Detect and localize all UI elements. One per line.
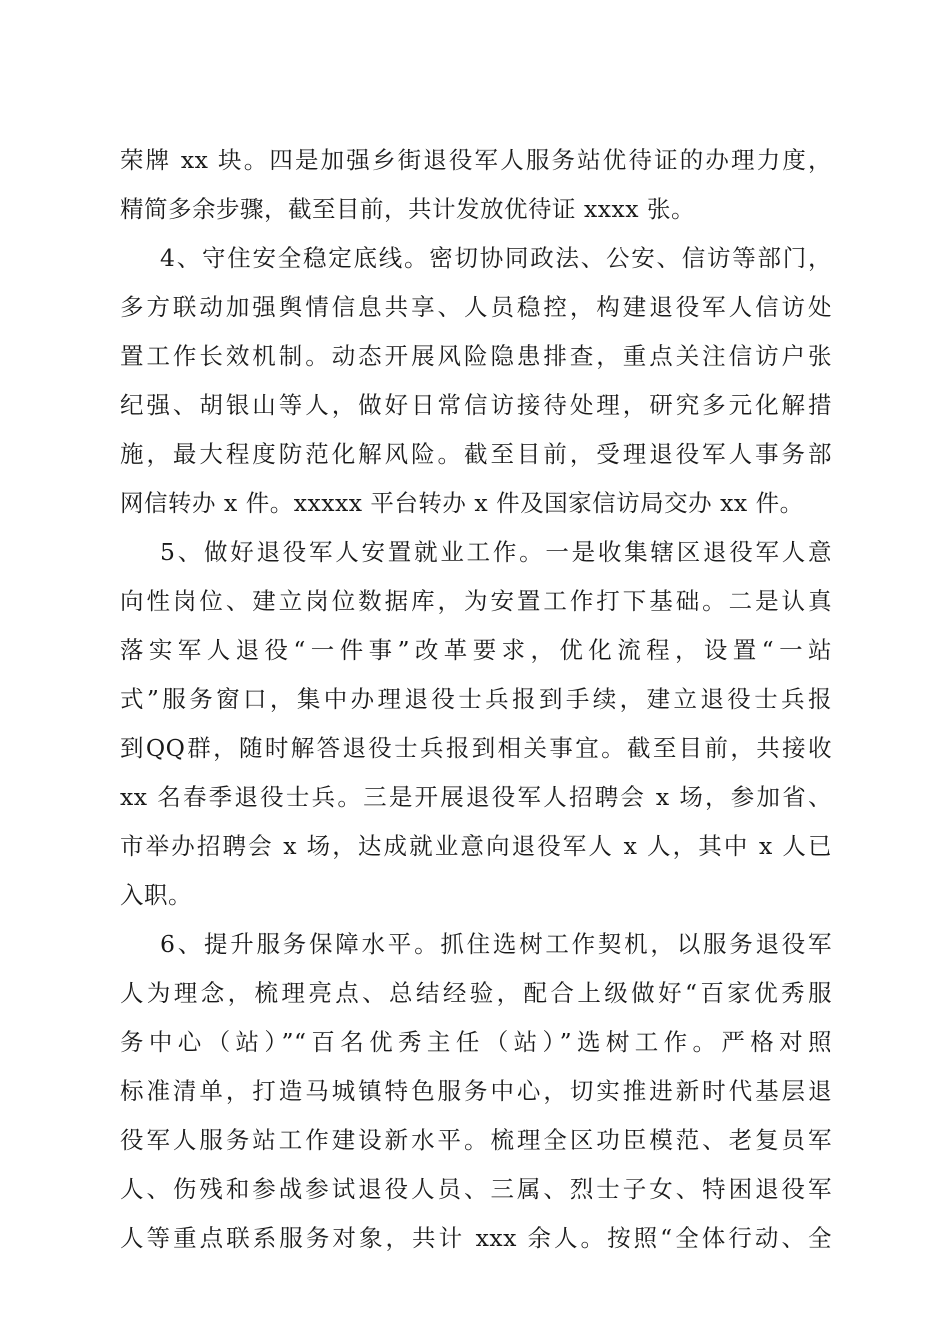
- text-line-4: 多方联动加强舆情信息共享、人员稳控，构建退役军人信访处: [120, 293, 832, 321]
- text-line-16: 入职。: [120, 881, 192, 909]
- text-line-10: 向性岗位、建立岗位数据库，为安置工作打下基础。二是认真: [120, 587, 832, 615]
- text-line-20: 标准清单，打造马城镇特色服务中心，切实推进新时代基层退: [120, 1077, 832, 1105]
- text-line-11: 落实军人退役“一件事”改革要求，优化流程，设置“一站: [120, 636, 832, 664]
- text-line-2: 精简多余步骤，截至目前，共计发放优待证 xxxx 张。: [120, 195, 695, 223]
- text-line-15: 市举办招聘会 x 场，达成就业意向退役军人 x 人，其中 x 人已: [120, 832, 832, 860]
- text-line-23: 人等重点联系服务对象，共计 xxx 余人。按照“全体行动、全: [120, 1224, 832, 1252]
- paragraph-5-heading-line: 5、做好退役军人安置就业工作。一是收集辖区退役军人意: [160, 538, 832, 566]
- text-line-21: 役军人服务站工作建设新水平。梳理全区功臣模范、老复员军: [120, 1126, 832, 1154]
- paragraph-6-heading-line: 6、提升服务保障水平。抓住选树工作契机，以服务退役军: [160, 930, 832, 958]
- text-line-8: 网信转办 x 件。xxxxx 平台转办 x 件及国家信访局交办 xx 件。: [120, 489, 804, 517]
- text-line-6: 纪强、胡银山等人，做好日常信访接待处理，研究多元化解措: [120, 391, 832, 419]
- text-line-12: 式”服务窗口，集中办理退役士兵报到手续，建立退役士兵报: [120, 685, 832, 713]
- text-line-18: 人为理念，梳理亮点、总结经验，配合上级做好“百家优秀服: [120, 979, 832, 1007]
- text-line-22: 人、伤残和参战参试退役人员、三属、烈士子女、特困退役军: [120, 1175, 832, 1203]
- text-line-7: 施，最大程度防范化解风险。截至目前，受理退役军人事务部: [120, 440, 832, 468]
- text-line-1: 荣牌 xx 块。四是加强乡街退役军人服务站优待证的办理力度，: [120, 146, 832, 174]
- text-line-13: 到QQ群，随时解答退役士兵报到相关事宜。截至目前，共接收: [120, 734, 832, 762]
- text-line-19: 务中心（站）”“百名优秀主任（站）”选树工作。严格对照: [120, 1028, 832, 1056]
- text-line-14: xx 名春季退役士兵。三是开展退役军人招聘会 x 场，参加省、: [120, 783, 832, 811]
- paragraph-4-heading-line: 4、守住安全稳定底线。密切协同政法、公安、信访等部门，: [160, 244, 832, 272]
- text-line-5: 置工作长效机制。动态开展风险隐患排查，重点关注信访户张: [120, 342, 832, 370]
